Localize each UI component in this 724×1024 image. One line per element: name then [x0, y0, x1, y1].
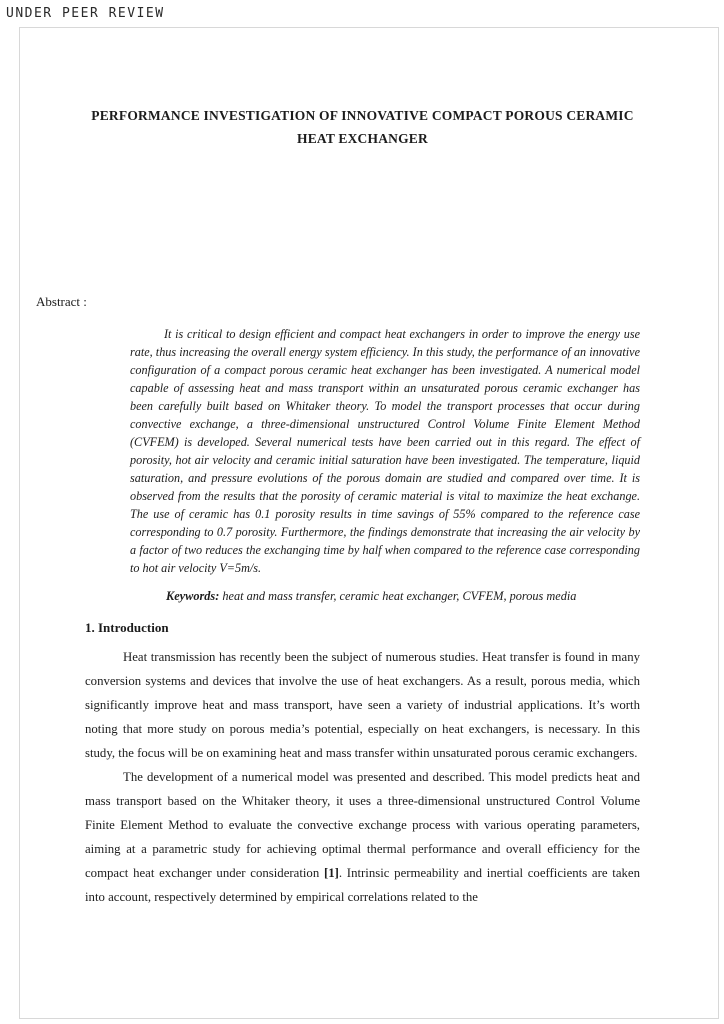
intro-paragraph-1: Heat transmission has recently been the subject of numerous studies. Heat transfer is found in many conversion systems and devices that involve the use of heat exchangers. As a result, porous media, which significantly improve heat and mass transport, have seen a variety of industrial applications. It’s worth noting that more study on porous media’s potential, especially on heat exchangers, is necessary. In this study, the focus will be on examining heat and mass transfer within unsaturated porous ceramic exchangers. [85, 650, 640, 760]
paper-title-line-1: PERFORMANCE INVESTIGATION OF INNOVATIVE COMPACT POROUS CERAMIC [91, 108, 634, 123]
abstract-label: Abstract : [36, 294, 87, 309]
section-heading-introduction: 1. Introduction [85, 620, 169, 635]
intro-paragraph-2-text: The development of a numerical model was presented and described. This model predicts heat and mass transport based on the Whitaker theory, it uses a three-dimensional unstructured Control Volume Finite Element Method to evaluate the convective exchange process with various operating parameters, aiming at a parametric study for achieving optimal thermal performance and overall efficiency for the compact heat exchanger under consideration [85, 770, 640, 880]
intro-paragraph-2 [85, 765, 640, 909]
intro-paragraph-2-text-cont: . Intrinsic permeability and inertial coefficients are taken into account, respectively determined by empirical correlations related to the [85, 866, 640, 904]
abstract-block [130, 325, 640, 605]
keywords-line [166, 587, 640, 605]
keywords-label: Keywords: [166, 589, 220, 603]
abstract-text: It is critical to design efficient and compact heat exchangers in order to improve the energy use rate, thus increasing the overall energy system efficiency. In this study, the performance of an innovative configuration of a compact porous ceramic heat exchanger has been investigated. A numerical model capable of assessing heat and mass transport within an unsaturated porous ceramic exchanger has been carefully built based on Whitaker theory. To model the transport processes that occur during convective exchange, a three-dimensional unstructured Control Volume Finite Element Method (CVFEM) is developed. Several numerical tests have been carried out in this regard. The effect of porosity, hot air velocity and ceramic initial saturation have been investigated. The temperature, liquid saturation, and pressure evolutions of the porous domain are studied and compared over time. It is observed from the results that the porosity of ceramic material is vital to maximize the heat exchange. The use of ceramic has 0.1 porosity results in time savings of 55% compared to the reference case corresponding to 0.7 porosity. Furthermore, the findings demonstrate that increasing the air velocity by a factor of two reduces the exchanging time by half when compared to the reference case corresponding to hot air velocity V=5m/s. [130, 327, 640, 575]
introduction-body [85, 645, 640, 909]
citation-reference-1: [1] [323, 866, 339, 880]
keywords-text: heat and mass transfer, ceramic heat exchanger, CVFEM, porous media [219, 589, 577, 603]
paper-title [85, 104, 640, 150]
peer-review-watermark: UNDER PEER REVIEW [6, 6, 165, 21]
paper-title-line-2: HEAT EXCHANGER [297, 131, 428, 146]
